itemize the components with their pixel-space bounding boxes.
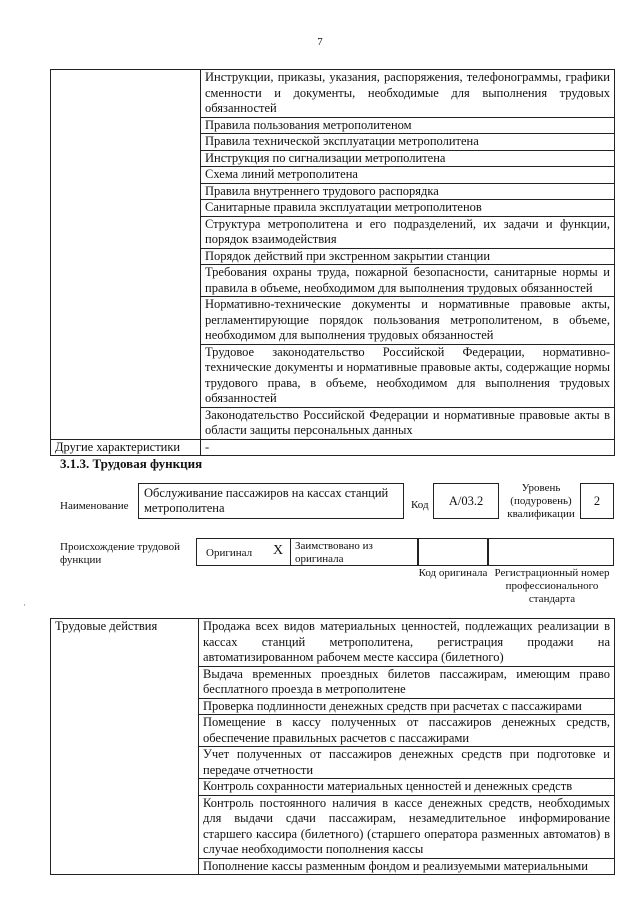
name-label: Наименование <box>60 500 129 512</box>
labor-action-row-text: Учет полученных от пассажиров денежных средств при подготовке и передаче отчетности <box>199 747 615 779</box>
function-heading: 3.1.3. Трудовая функция <box>60 456 203 471</box>
code-original-label: Код оригинала <box>418 567 488 579</box>
labor-action-row-text: Контроль сохранности материальных ценностей и денежных средств <box>199 779 615 796</box>
knowledge-row-text: Правила внутреннего трудового распорядка <box>201 183 615 200</box>
knowledge-row-text: Правила технической эксплуатации метрополитена <box>201 134 615 151</box>
knowledge-row-text: Требования охраны труда, пожарной безопасности, санитарные нормы и правила в объеме, необходимом для выполнения трудовых обязанностей <box>201 265 615 297</box>
labor-actions-table <box>50 618 615 875</box>
knowledge-row-text: Инструкции, приказы, указания, распоряжения, телефонограммы, графики сменности и документы, необходимые для выполнения трудовых обязанностей <box>201 70 615 118</box>
knowledge-row-text: Структура метрополитена и его подразделений, их задачи и функции, порядок взаимодействия <box>201 216 615 248</box>
name-value: Обслуживание пассажиров на кассах станций метрополитена <box>138 483 404 519</box>
labor-actions-label: Трудовые действия <box>51 619 199 875</box>
knowledge-row-text: Законодательство Российской Федерации и нормативные правовые акты в области защиты персональных данных <box>201 407 615 439</box>
labor-action-row-text: Контроль постоянного наличия в кассе денежных средств, необходимых для выдачи сдачи пассажирам, незамедлительное информирование старшего кассира (билетного) (старшего оператора разменных автоматов) в случае необходимости пополнения кассы <box>199 795 615 858</box>
margin-mark: · <box>23 600 26 610</box>
origin-divider <box>290 538 291 566</box>
knowledge-row-text: Нормативно-технические документы и нормативные правовые акты, регламентирующие порядок пользования метрополитеном, в объеме, необходимом для выполнения трудовых обязанностей <box>201 297 615 345</box>
knowledge-row-text: Правила пользования метрополитеном <box>201 117 615 134</box>
borrowed-label: Заимствовано из оригинала <box>295 540 373 565</box>
code-value: А/03.2 <box>433 483 499 519</box>
reg-number-label: Регистрационный номер профессионального стандарта <box>494 567 610 605</box>
other-characteristics-value: - <box>201 439 615 456</box>
original-mark: X <box>273 543 284 558</box>
other-characteristics-label: Другие характеристики <box>51 439 201 456</box>
labor-action-row-text: Продажа всех видов материальных ценностей, подлежащих реализации в кассах станций метрополитена, регистрация продажи на автоматизированном рабочем месте кассира (билетного) <box>199 619 615 667</box>
page-number: 7 <box>317 36 323 48</box>
labor-action-row-text: Проверка подлинности денежных средств при расчетах с пассажирами <box>199 698 615 715</box>
code-label: Код <box>411 499 429 511</box>
knowledge-label-cell <box>51 70 201 440</box>
level-value: 2 <box>580 483 614 519</box>
knowledge-row-text: Трудовое законодательство Российской Федерации, нормативно-технические документы и нормативные правовые акты, содержащие нормы трудового права, в объеме, необходимом для выполнения трудовых обязанностей <box>201 344 615 407</box>
level-label: Уровень (подуровень) квалификации <box>507 482 575 520</box>
labor-action-row-text: Пополнение кассы разменным фондом и реализуемыми материальными <box>199 858 615 875</box>
knowledge-row-text: Инструкция по сигнализации метрополитена <box>201 150 615 167</box>
reg-number-box <box>488 538 614 566</box>
origin-label: Происхождение трудовой функции <box>60 541 181 566</box>
labor-action-row-text: Выдача временных проездных билетов пассажирам, имеющим право бесплатного проезда в метрополитене <box>199 666 615 698</box>
knowledge-table <box>50 69 615 456</box>
knowledge-row-text: Порядок действий при экстренном закрытии станции <box>201 248 615 265</box>
other-characteristics-row <box>51 439 615 456</box>
knowledge-row <box>51 70 615 118</box>
labor-action-row <box>51 619 615 667</box>
original-label: Оригинал <box>206 547 253 559</box>
code-original-box <box>418 538 488 566</box>
labor-action-row-text: Помещение в кассу полученных от пассажиров денежных средств, обеспечение правильных расчетов с пассажирами <box>199 715 615 747</box>
knowledge-row-text: Санитарные правила эксплуатации метрополитенов <box>201 200 615 217</box>
knowledge-row-text: Схема линий метрополитена <box>201 167 615 184</box>
